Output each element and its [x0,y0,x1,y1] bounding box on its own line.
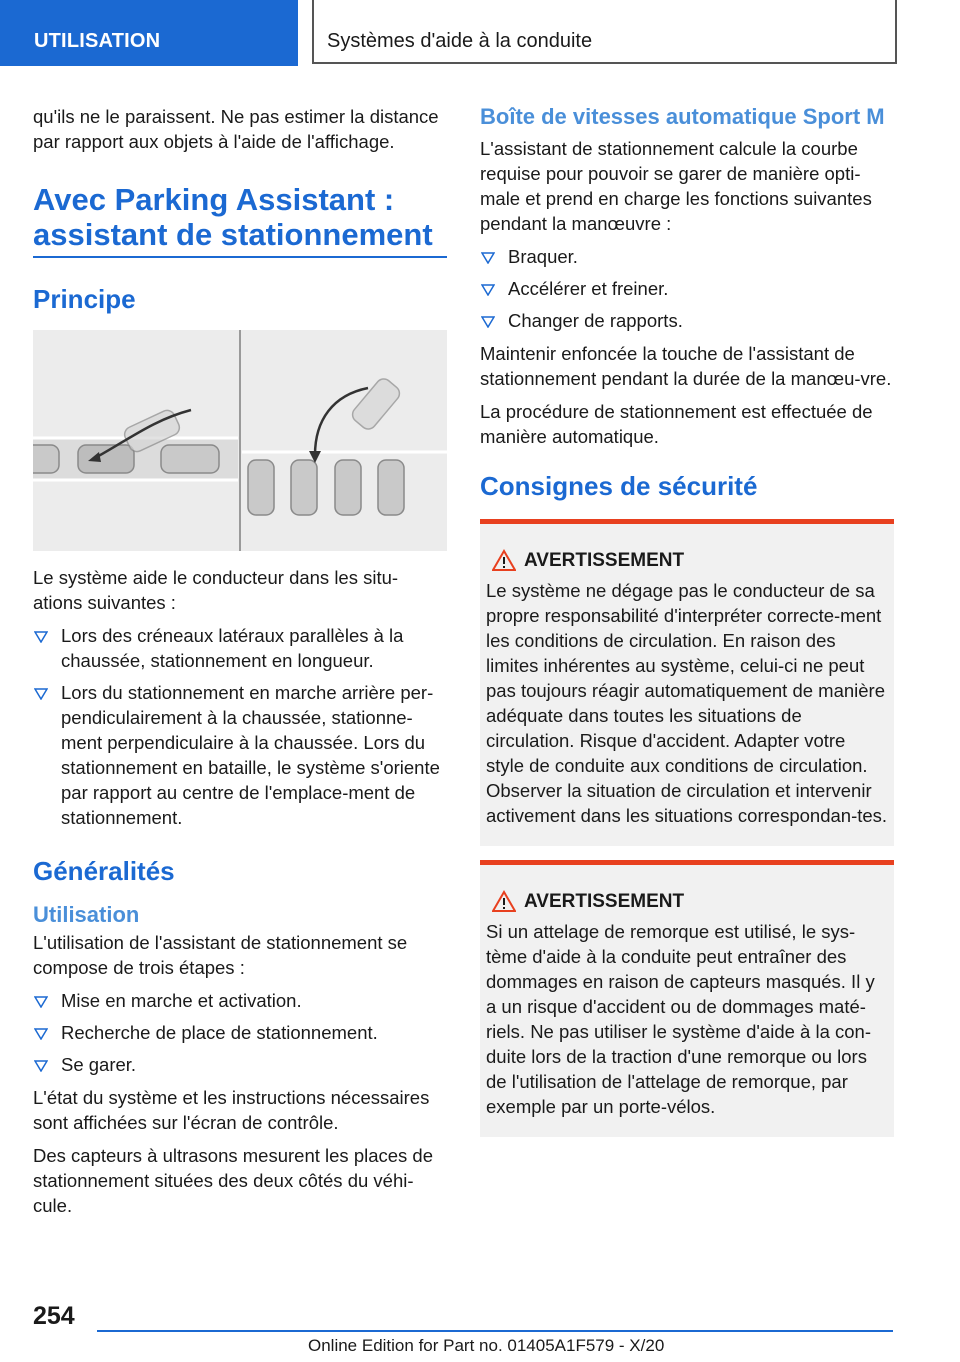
warning-title: AVERTISSEMENT [524,891,685,912]
warning-triangle-icon [492,890,516,920]
list-item: Changer de rapports. [480,308,894,333]
boite-paragraph: L'assistant de stationnement calcule la courbe requise pour pouvoir se garer de manière opti-male et prend en charge les fonctions suivantes pendant la manœuvre : [480,138,872,234]
list-item: Mise en marche et activation. [33,988,447,1013]
list-item: Recherche de place de stationnement. [33,1020,447,1045]
principe-paragraph: Le système aide le conducteur dans les situ-ations suivantes : [33,567,399,613]
status-paragraph: L'état du système et les instructions nécessaires sont affichées sur l'écran de contrôle. [33,1087,430,1133]
main-heading: Avec Parking Assistant : assistant de stationnement [33,182,447,258]
warning-box [480,519,894,846]
procedure-paragraph: La procédure de stationnement est effectuée de manière automatique. [480,401,873,447]
list-item: Braquer. [480,244,894,269]
warning-text: Si un attelage de remorque est utilisé, le sys-tème d'aide à la conduite peut entraîner des dommages en raison de capteurs masqués. Il y a un risque d'accident ou de dommages maté-riels. Ne pas utiliser le système d'aide à la con-duite lors de la traction d'une remorque ou lors de l'utilisation de l'attelage de remorque, par exemple par un porte-vélos. [486,921,875,1117]
parking-diagram [33,330,447,551]
utilisation-heading: Utilisation [33,902,140,927]
left-column [33,104,447,1226]
utilisation-list [33,988,447,1077]
header-chapter-label: Systèmes d'aide à la conduite [327,30,593,52]
intro-paragraph: qu'ils ne le paraissent. Ne pas estimer la distance par rapport aux objets à l'aide de l'affichage. [33,106,439,152]
header-section-tab [0,0,298,66]
generalites-heading: Généralités [33,856,175,886]
principe-heading: Principe [33,284,136,314]
header-chapter-box [312,0,897,64]
touche-paragraph: Maintenir enfoncée la touche de l'assistant de stationnement pendant la durée de la manœu-vre. [480,343,892,389]
list-item: Lors des créneaux latéraux parallèles à la chaussée, stationnement en longueur. [33,623,447,673]
list-item: Se garer. [33,1052,447,1077]
sensors-paragraph: Des capteurs à ultrasons mesurent les places de stationnement situées des deux côtés du véhi-cule. [33,1145,434,1216]
boite-heading: Boîte de vitesses automatique Sport M [480,104,885,129]
parking-illustration [33,330,447,551]
boite-list [480,244,894,333]
list-item: Lors du stationnement en marche arrière per-pendiculairement à la chaussée, stationne-ment perpendiculaire à la chaussée. Lors du stationnement en bataille, le système s'oriente par rapport au centre de l'emplace-ment de stationnement. [33,680,447,830]
utilisation-paragraph: L'utilisation de l'assistant de stationnement se compose de trois étapes : [33,932,408,978]
header-section-label: UTILISATION [34,30,161,52]
warning-box [480,860,894,1137]
page-number: 254 [33,1302,75,1330]
consignes-heading: Consignes de sécurité [480,471,758,501]
warning-triangle-icon [492,549,516,579]
warning-title: AVERTISSEMENT [524,550,685,571]
principe-list [33,623,447,830]
list-item: Accélérer et freiner. [480,276,894,301]
footer-divider [97,1330,893,1332]
right-column [480,104,894,1151]
footer-edition: Online Edition for Part no. 01405A1F579 - X/20 [308,1336,665,1355]
warning-text: Le système ne dégage pas le conducteur de sa propre responsabilité d'interpréter correcte-ment les conditions de circulation. En raison des limites inhérentes au système, celui-ci ne peut pas toujours réagir automatiquement de manière adéquate dans toutes les situations de circulation. Risque d'accident. Adapter votre style de conduite aux conditions de circulation. Observer la situation de circulation et intervenir activement dans les situations correspondan-tes. [486,580,888,826]
